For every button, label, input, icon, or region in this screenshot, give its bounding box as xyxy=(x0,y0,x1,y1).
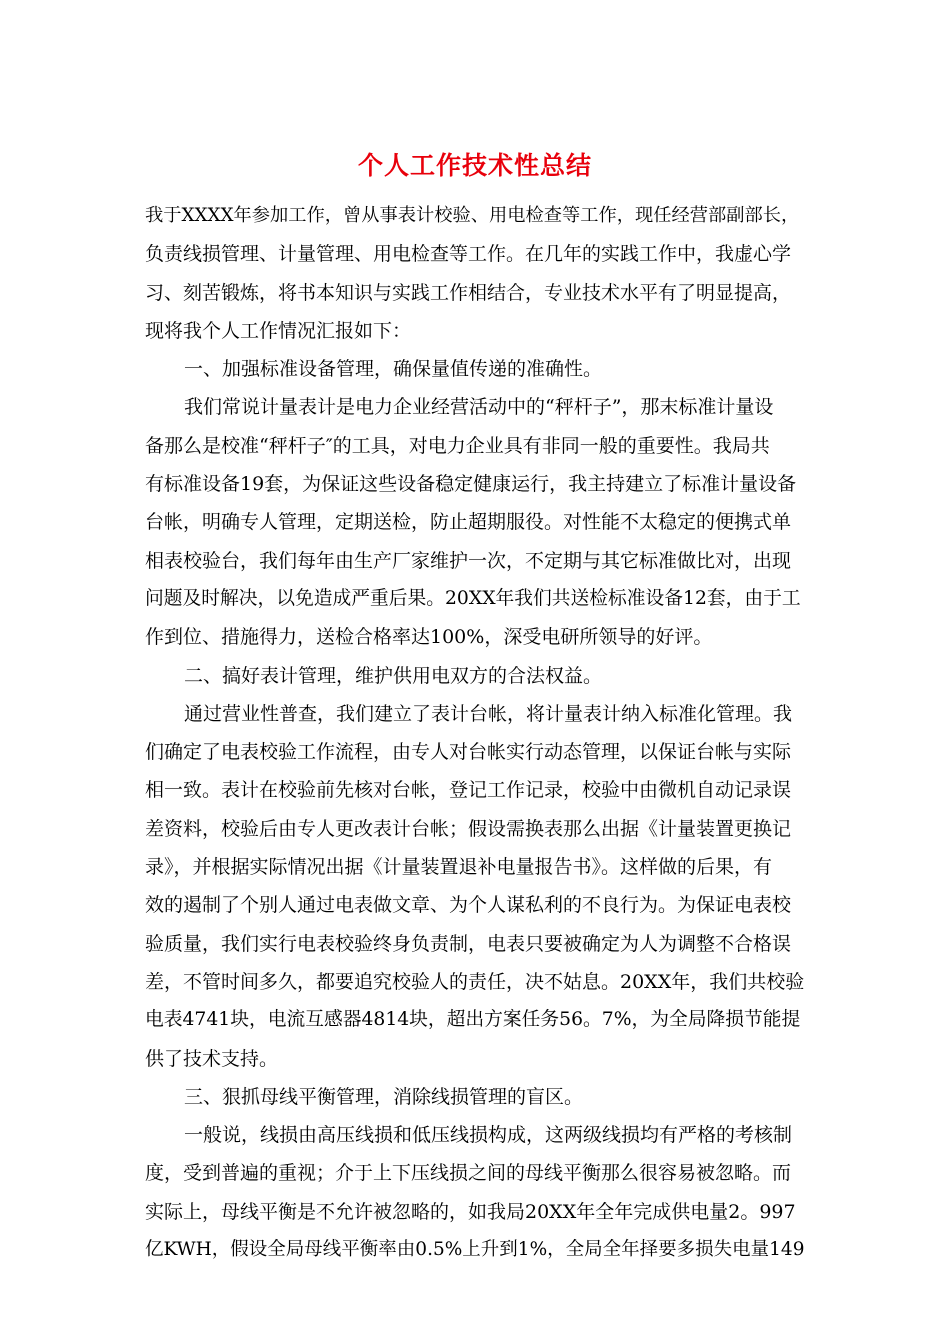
text-line: 们确定了电表校验工作流程，由专人对台帐实行动态管理，以保证台帐与实际 xyxy=(145,741,792,764)
text-line: 一、加强标准设备管理，确保量值传递的准确性。 xyxy=(184,358,603,381)
text-line: 录》，并根据实际情况出据《计量装置退补电量报告书》。这样做的后果，有 xyxy=(145,856,773,879)
text-line: 三、狠抓母线平衡管理，消除线损管理的盲区。 xyxy=(184,1085,584,1108)
text-line: 效的遏制了个别人通过电表做文章、为个人谋私利的不良行为。为保证电表校 xyxy=(145,894,792,917)
text-line: 现将我个人工作情况汇报如下： xyxy=(145,319,412,342)
text-line: 通过营业性普查，我们建立了表计台帐，将计量表计纳入标准化管理。我 xyxy=(184,702,793,725)
text-line: 台帐，明确专人管理，定期送检，防止超期服役。对性能不太稳定的便携式单 xyxy=(145,511,792,534)
text-line: 差，不管时间多久，都要追究校验人的责任，决不姑息。20XX年，我们共校验 xyxy=(145,970,805,993)
text-line: 我们常说计量表计是电力企业经营活动中的“秤杆子”，那末标准计量设 xyxy=(184,396,774,419)
text-line: 问题及时解决，以免造成严重后果。20XX年我们共送检标准设备12套，由于工 xyxy=(145,587,801,609)
text-line: 实际上，母线平衡是不允许被忽略的，如我局20XX年全年完成供电量2。997 xyxy=(145,1200,796,1223)
text-line: 度，受到普遍的重视；介于上下压线损之间的母线平衡那么很容易被忽略。而 xyxy=(145,1162,792,1185)
document-title: 个人工作技术性总结 xyxy=(357,151,592,180)
text-line: 习、刻苦锻炼，将书本知识与实践工作相结合，专业技术水平有了明显提高， xyxy=(145,281,792,304)
text-line: 备那么是校准“秤杆子″的工具，对电力企业具有非同一般的重要性。我局共 xyxy=(145,434,770,457)
text-line: 验质量，我们实行电表校验终身负责制，电表只要被确定为人为调整不合格误 xyxy=(145,932,792,955)
text-line: 二、搞好表计管理，维护供用电双方的合法权益。 xyxy=(184,664,603,687)
text-line: 负责线损管理、计量管理、用电检查等工作。在几年的实践工作中，我虚心学 xyxy=(145,243,792,266)
text-line: 有标准设备19套，为保证这些设备稳定健康运行，我主持建立了标准计量设备 xyxy=(145,473,797,496)
text-line: 一般说，线损由高压线损和低压线损构成，这两级线损均有严格的考核制 xyxy=(184,1124,793,1147)
text-line: 相表校验台，我们每年由生产厂家维护一次，不定期与其它标准做比对，出现 xyxy=(145,549,792,572)
text-line: 作到位、措施得力，送检合格率达100%，深受电研所领导的好评。 xyxy=(145,626,713,649)
text-line: 差资料，校验后由专人更改表计台帐；假设需换表那么出据《计量装置更换记 xyxy=(145,817,792,840)
text-line: 亿KWH，假设全局母线平衡率由0.5%上升到1%，全局全年择要多损失电量149 xyxy=(145,1239,805,1261)
text-line: 我于XXXX年参加工作，曾从事表计校验、用电检查等工作，现任经营部副部长， xyxy=(145,205,800,226)
text-line: 相一致。表计在校验前先核对台帐，登记工作记录，校验中由微机自动记录误 xyxy=(145,779,792,802)
document-body xyxy=(145,197,805,1269)
text-line: 电表4741块，电流互感器4814块，超出方案任务56。7%，为全局降损节能提 xyxy=(145,1009,801,1031)
text-line: 供了技术支持。 xyxy=(145,1047,279,1070)
